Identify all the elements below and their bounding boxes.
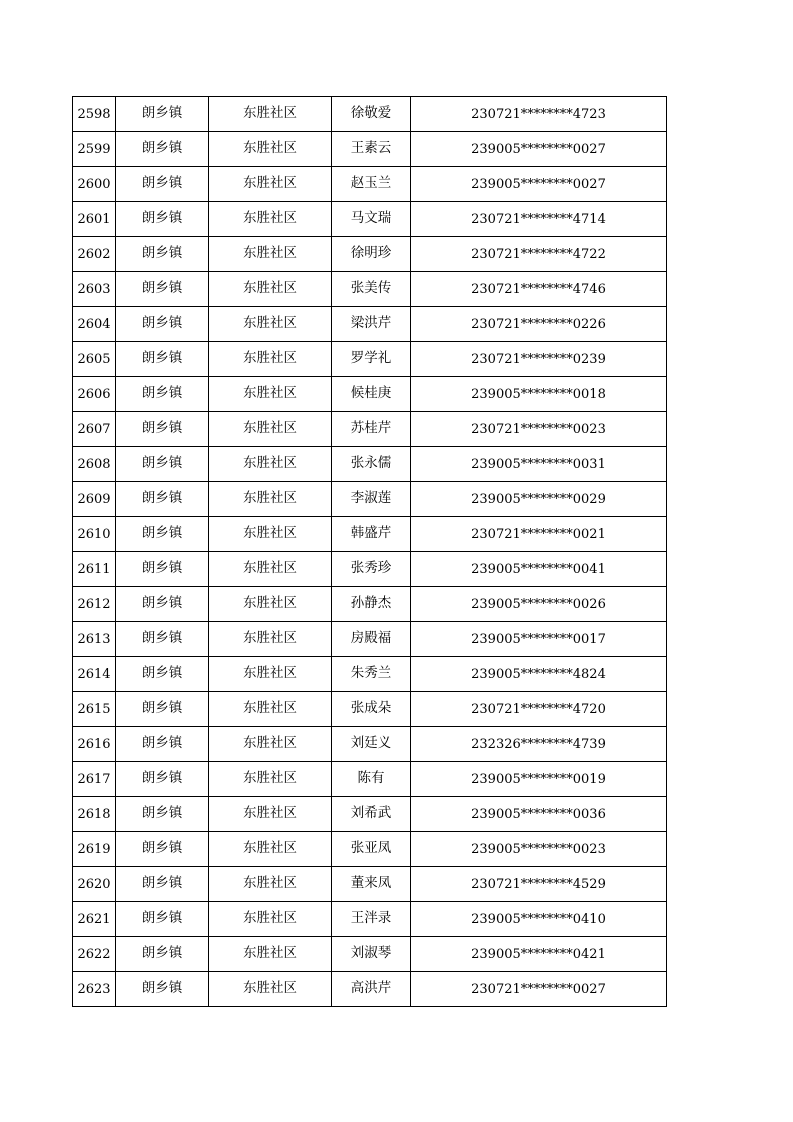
id-number-cell: 239005********0027 — [411, 132, 667, 167]
community-cell: 东胜社区 — [209, 167, 332, 202]
community-cell: 东胜社区 — [209, 517, 332, 552]
id-number-cell: 230721********4722 — [411, 237, 667, 272]
id-number-cell: 239005********0023 — [411, 832, 667, 867]
table-row — [73, 97, 667, 132]
person-name-cell: 赵玉兰 — [332, 167, 411, 202]
row-number-cell: 2600 — [73, 167, 116, 202]
id-number-cell: 239005********0027 — [411, 167, 667, 202]
row-number-cell: 2610 — [73, 517, 116, 552]
table-row — [73, 692, 667, 727]
town-cell: 朗乡镇 — [116, 272, 209, 307]
person-name-cell: 刘希武 — [332, 797, 411, 832]
town-cell: 朗乡镇 — [116, 377, 209, 412]
person-name-cell: 房殿福 — [332, 622, 411, 657]
town-cell: 朗乡镇 — [116, 482, 209, 517]
person-name-cell: 候桂庚 — [332, 377, 411, 412]
id-number-cell: 230721********0023 — [411, 412, 667, 447]
town-cell: 朗乡镇 — [116, 797, 209, 832]
community-cell: 东胜社区 — [209, 797, 332, 832]
id-number-cell: 239005********0036 — [411, 797, 667, 832]
table-row — [73, 237, 667, 272]
table-row — [73, 762, 667, 797]
community-cell: 东胜社区 — [209, 132, 332, 167]
row-number-cell: 2623 — [73, 972, 116, 1007]
table-row — [73, 797, 667, 832]
id-number-cell: 239005********0029 — [411, 482, 667, 517]
community-cell: 东胜社区 — [209, 867, 332, 902]
table-row — [73, 132, 667, 167]
table-row — [73, 937, 667, 972]
table-row — [73, 447, 667, 482]
row-number-cell: 2621 — [73, 902, 116, 937]
town-cell: 朗乡镇 — [116, 587, 209, 622]
person-name-cell: 张亚凤 — [332, 832, 411, 867]
row-number-cell: 2619 — [73, 832, 116, 867]
table-row — [73, 867, 667, 902]
row-number-cell: 2602 — [73, 237, 116, 272]
community-cell: 东胜社区 — [209, 307, 332, 342]
person-name-cell: 李淑莲 — [332, 482, 411, 517]
id-number-cell: 230721********4714 — [411, 202, 667, 237]
person-name-cell: 高洪芹 — [332, 972, 411, 1007]
person-name-cell: 韩盛芹 — [332, 517, 411, 552]
town-cell: 朗乡镇 — [116, 762, 209, 797]
community-cell: 东胜社区 — [209, 202, 332, 237]
row-number-cell: 2616 — [73, 727, 116, 762]
community-cell: 东胜社区 — [209, 377, 332, 412]
table-row — [73, 902, 667, 937]
person-name-cell: 朱秀兰 — [332, 657, 411, 692]
table-row — [73, 412, 667, 447]
community-cell: 东胜社区 — [209, 832, 332, 867]
community-cell: 东胜社区 — [209, 937, 332, 972]
community-cell: 东胜社区 — [209, 97, 332, 132]
community-cell: 东胜社区 — [209, 657, 332, 692]
town-cell: 朗乡镇 — [116, 517, 209, 552]
row-number-cell: 2615 — [73, 692, 116, 727]
table-row — [73, 832, 667, 867]
id-number-cell: 239005********0017 — [411, 622, 667, 657]
town-cell: 朗乡镇 — [116, 97, 209, 132]
town-cell: 朗乡镇 — [116, 832, 209, 867]
id-number-cell: 239005********0019 — [411, 762, 667, 797]
id-number-cell: 230721********4723 — [411, 97, 667, 132]
row-number-cell: 2618 — [73, 797, 116, 832]
table-row — [73, 622, 667, 657]
table-row — [73, 587, 667, 622]
community-cell: 东胜社区 — [209, 237, 332, 272]
id-number-cell: 232326********4739 — [411, 727, 667, 762]
id-number-cell: 230721********4529 — [411, 867, 667, 902]
community-cell: 东胜社区 — [209, 342, 332, 377]
table-row — [73, 657, 667, 692]
town-cell: 朗乡镇 — [116, 867, 209, 902]
town-cell: 朗乡镇 — [116, 132, 209, 167]
town-cell: 朗乡镇 — [116, 447, 209, 482]
id-number-cell: 239005********0018 — [411, 377, 667, 412]
id-number-cell: 239005********0410 — [411, 902, 667, 937]
person-name-cell: 罗学礼 — [332, 342, 411, 377]
person-name-cell: 张成朵 — [332, 692, 411, 727]
community-cell: 东胜社区 — [209, 692, 332, 727]
town-cell: 朗乡镇 — [116, 972, 209, 1007]
community-cell: 东胜社区 — [209, 972, 332, 1007]
town-cell: 朗乡镇 — [116, 727, 209, 762]
row-number-cell: 2608 — [73, 447, 116, 482]
table-row — [73, 307, 667, 342]
town-cell: 朗乡镇 — [116, 307, 209, 342]
table-row — [73, 167, 667, 202]
community-cell: 东胜社区 — [209, 482, 332, 517]
table-row — [73, 272, 667, 307]
person-name-cell: 张秀珍 — [332, 552, 411, 587]
row-number-cell: 2620 — [73, 867, 116, 902]
row-number-cell: 2603 — [73, 272, 116, 307]
id-number-cell: 230721********0027 — [411, 972, 667, 1007]
community-cell: 东胜社区 — [209, 272, 332, 307]
town-cell: 朗乡镇 — [116, 552, 209, 587]
table-row — [73, 552, 667, 587]
community-cell: 东胜社区 — [209, 412, 332, 447]
person-name-cell: 董来凤 — [332, 867, 411, 902]
town-cell: 朗乡镇 — [116, 902, 209, 937]
id-number-cell: 239005********0041 — [411, 552, 667, 587]
table-row — [73, 517, 667, 552]
id-number-cell: 239005********0026 — [411, 587, 667, 622]
community-cell: 东胜社区 — [209, 552, 332, 587]
community-cell: 东胜社区 — [209, 622, 332, 657]
roster-table-body — [73, 97, 667, 1007]
town-cell: 朗乡镇 — [116, 657, 209, 692]
town-cell: 朗乡镇 — [116, 412, 209, 447]
community-cell: 东胜社区 — [209, 902, 332, 937]
row-number-cell: 2622 — [73, 937, 116, 972]
row-number-cell: 2606 — [73, 377, 116, 412]
id-number-cell: 230721********0021 — [411, 517, 667, 552]
person-name-cell: 徐敬爱 — [332, 97, 411, 132]
row-number-cell: 2613 — [73, 622, 116, 657]
person-name-cell: 徐明珍 — [332, 237, 411, 272]
row-number-cell: 2599 — [73, 132, 116, 167]
town-cell: 朗乡镇 — [116, 622, 209, 657]
row-number-cell: 2617 — [73, 762, 116, 797]
community-cell: 东胜社区 — [209, 727, 332, 762]
row-number-cell: 2609 — [73, 482, 116, 517]
row-number-cell: 2607 — [73, 412, 116, 447]
town-cell: 朗乡镇 — [116, 202, 209, 237]
person-name-cell: 王素云 — [332, 132, 411, 167]
table-row — [73, 342, 667, 377]
person-name-cell: 梁洪芹 — [332, 307, 411, 342]
person-name-cell: 刘廷义 — [332, 727, 411, 762]
row-number-cell: 2605 — [73, 342, 116, 377]
person-name-cell: 张美传 — [332, 272, 411, 307]
person-name-cell: 孙静杰 — [332, 587, 411, 622]
table-row — [73, 377, 667, 412]
person-name-cell: 王泮录 — [332, 902, 411, 937]
town-cell: 朗乡镇 — [116, 937, 209, 972]
town-cell: 朗乡镇 — [116, 237, 209, 272]
row-number-cell: 2611 — [73, 552, 116, 587]
row-number-cell: 2601 — [73, 202, 116, 237]
table-row — [73, 727, 667, 762]
roster-table — [72, 96, 667, 1007]
table-row — [73, 972, 667, 1007]
person-name-cell: 刘淑琴 — [332, 937, 411, 972]
community-cell: 东胜社区 — [209, 447, 332, 482]
id-number-cell: 239005********4824 — [411, 657, 667, 692]
town-cell: 朗乡镇 — [116, 692, 209, 727]
community-cell: 东胜社区 — [209, 587, 332, 622]
row-number-cell: 2598 — [73, 97, 116, 132]
id-number-cell: 230721********0226 — [411, 307, 667, 342]
person-name-cell: 陈有 — [332, 762, 411, 797]
person-name-cell: 张永儒 — [332, 447, 411, 482]
id-number-cell: 239005********0031 — [411, 447, 667, 482]
community-cell: 东胜社区 — [209, 762, 332, 797]
table-row — [73, 202, 667, 237]
town-cell: 朗乡镇 — [116, 342, 209, 377]
table-row — [73, 482, 667, 517]
row-number-cell: 2614 — [73, 657, 116, 692]
id-number-cell: 230721********0239 — [411, 342, 667, 377]
row-number-cell: 2612 — [73, 587, 116, 622]
person-name-cell: 苏桂芹 — [332, 412, 411, 447]
id-number-cell: 230721********4746 — [411, 272, 667, 307]
person-name-cell: 马文瑞 — [332, 202, 411, 237]
id-number-cell: 239005********0421 — [411, 937, 667, 972]
row-number-cell: 2604 — [73, 307, 116, 342]
town-cell: 朗乡镇 — [116, 167, 209, 202]
id-number-cell: 230721********4720 — [411, 692, 667, 727]
